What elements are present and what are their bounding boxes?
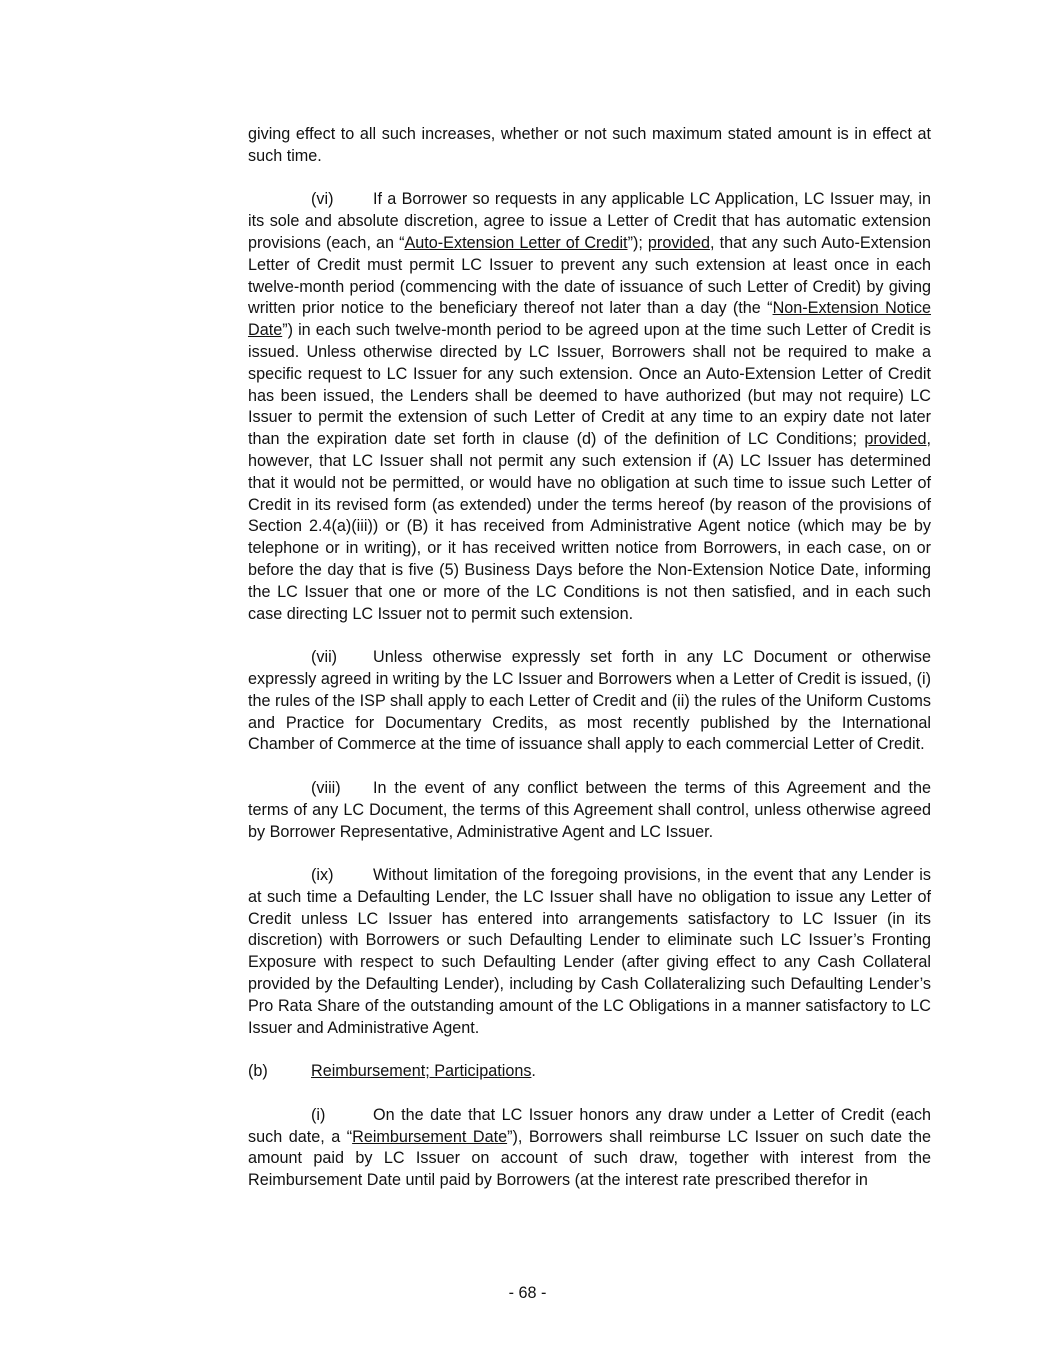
clause-number: (viii): [311, 778, 341, 797]
clause-number: (i): [311, 1105, 326, 1124]
page-number: - 68 -: [508, 1284, 547, 1302]
defined-term: Non-Extension Notice Date: [248, 299, 931, 340]
clause-text: , however, that LC Issuer shall not permit any such extension if (A) LC Issuer has determined that it would not be permitted, or would have no obligation at such time to issue such Letter of Credit in its revised form (as extended) under the terms hereof (by reason of the provisions of Section 2.4(a)(iii)) or (B) it has received from Administrative Agent notice (which may be by telephone or in writing), or it has received written notice from Borrowers, in each case, on or before the day that is five (5) Business Days before the Non-Extension Notice Date, informing the LC Issuer that one or more of the LC Conditions is not then satisfied, and in each such case directing LC Issuer not to permit such extension.: [248, 430, 931, 623]
document-body: [248, 124, 931, 1214]
proviso-term: provided: [864, 430, 927, 449]
paragraph-continuation: [248, 124, 931, 168]
clause-text: In the event of any conflict between the terms of this Agreement and the terms of any LC Document, the terms of this Agreement shall control, unless otherwise agreed by Borrower Representative, Administrative Agent and LC Issuer.: [248, 778, 931, 841]
section-title-period: .: [531, 1062, 536, 1081]
proviso-term: provided: [647, 233, 711, 252]
clause-i: [248, 1105, 931, 1192]
defined-term: Auto-Extension Letter of Credit: [404, 233, 628, 252]
clause-text: ”), Borrowers shall reimburse LC Issuer on such date the amount paid by LC Issuer on account of such draw, together with interest from the Reimbursement Date until paid by Borrowers (at the interest rate prescribed therefor in: [248, 1127, 931, 1190]
defined-term: Reimbursement Date: [352, 1127, 508, 1146]
clause-text: On the date that LC Issuer honors any draw under a Letter of Credit (each such date, a “: [248, 1105, 931, 1146]
clause-text: ”);: [627, 233, 648, 252]
clause-number: (vii): [311, 648, 338, 667]
clause-text: If a Borrower so requests in any applicable LC Application, LC Issuer may, in its sole and absolute discretion, agree to issue a Letter of Credit that has automatic extension provisions (each, an “: [248, 190, 931, 252]
clause-text: Without limitation of the foregoing provisions, in the event that any Lender is at such time a Defaulting Lender, the LC Issuer shall have no obligation to issue any Letter of Credit unless LC Issuer has entered into arrangements satisfactory to LC Issuer (in its discretion) with Borrowers or such Defaulting Lender to eliminate such LC Issuer’s Fronting Exposure with respect to such Defaulting Lender (after giving effect to any Cash Collateral provided by the Defaulting Lender), including by Cash Collateralizing such Defaulting Lender’s Pro Rata Share of the outstanding amount of the LC Obligations in a manner satisfactory to LC Issuer and Administrative Agent.: [248, 866, 931, 1037]
clause-text: , that any such Auto-Extension Letter of Credit must permit LC Issuer to prevent any such extension at least once in each twelve-month period (commencing with the date of issuance of such Letter of Credit) by giving written prior notice to the beneficiary thereof not later than a day (the “: [248, 233, 931, 318]
clause-number: (ix): [311, 866, 334, 885]
clause-number: (vi): [311, 190, 334, 209]
clause-vii: [248, 647, 931, 756]
clause-text: Unless otherwise expressly set forth in any LC Document or otherwise expressly agreed in writing by the LC Issuer and Borrowers when a Letter of Credit is issued, (i) the rules of the ISP shall apply to each Letter of Credit and (ii) the rules of the Uniform Customs and Practice for Documentary Credits, as most recently published by the International Chamber of Commerce at the time of issuance shall apply to each commercial Letter of Credit.: [248, 648, 931, 754]
paragraph-text: giving effect to all such increases, whether or not such maximum stated amount is in effect at such time.: [248, 125, 931, 165]
clause-vi: [248, 189, 931, 625]
clause-text: ”) in each such twelve-month period to be agreed upon at the time such Letter of Credit is issued. Unless otherwise directed by LC Issuer, Borrowers shall not be required to make a specific request to LC Issuer for any such extension. Once an Auto-Extension Letter of Credit has been issued, the Lenders shall be deemed to have authorized (but may not require) LC Issuer to permit the extension of such Letter of Credit at any time to an expiry date not later than the expiration date set forth in clause (d) of the definition of LC Conditions;: [248, 321, 931, 449]
clause-viii: [248, 778, 931, 843]
section-b-heading: [248, 1061, 931, 1083]
section-number: (b): [248, 1062, 268, 1081]
clause-ix: [248, 865, 931, 1039]
section-title: Reimbursement; Participations: [311, 1062, 532, 1081]
